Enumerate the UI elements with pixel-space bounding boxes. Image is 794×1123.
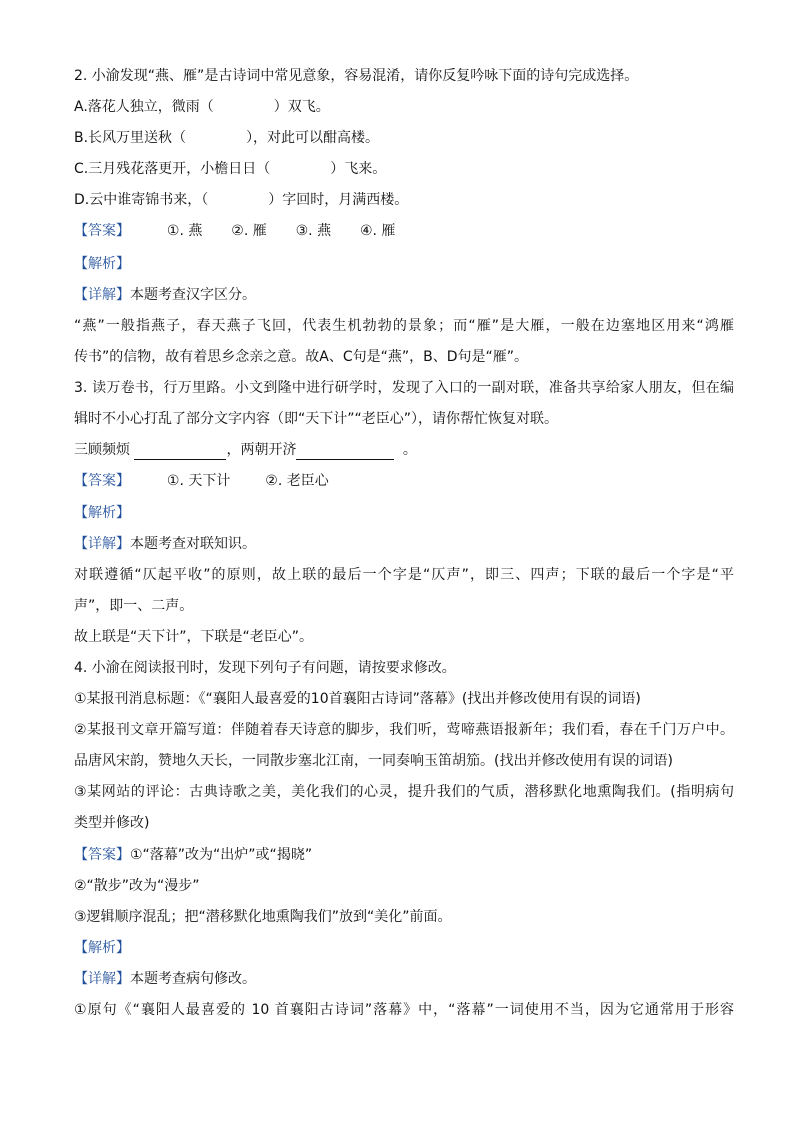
q3-detail-line xyxy=(74,534,734,554)
q3-couplet-end: 。 xyxy=(402,442,417,458)
q3-answer-tag: 【答案】 xyxy=(74,473,130,489)
q4-answer-line xyxy=(74,845,734,865)
q4-answer-2: ②“散步”改为“漫步” xyxy=(74,878,200,894)
q2-answer-line xyxy=(74,221,734,241)
q2-option-a-post: ）双飞。 xyxy=(273,99,330,115)
q2-option-d-post: ）字回时，月满西楼。 xyxy=(268,192,409,208)
q4-sentence-3b: 类型并修改) xyxy=(74,815,150,831)
q2-analysis-tag: 【解析】 xyxy=(74,256,130,272)
q3-explanation-3: 故上联是“天下计”，下联是“老臣心”。 xyxy=(74,629,314,645)
q2-option-d-pre: D.云中谁寄锦书来，（ xyxy=(74,192,209,208)
q2-answer-2: ②. 雁 xyxy=(231,223,267,239)
q3-detail-text: 本题考查对联知识。 xyxy=(130,536,256,552)
q3-answer-line xyxy=(74,471,734,491)
q3-detail-tag: 【详解】 xyxy=(74,536,130,552)
q2-detail-line xyxy=(74,285,734,305)
q2-answer-1: ①. 燕 xyxy=(166,223,203,239)
q3-explanation-1: 对联遵循“仄起平收”的原则，故上联的最后一个字是“仄声”，即三、四声；下联的最后一个字是“平 xyxy=(74,567,734,583)
q4-answer-1: ①“落幕”改为“出炉”或“揭晓” xyxy=(130,847,313,863)
q4-sentence-2b: 品唐风宋韵，赞地久天长，一同散步塞北江南，一同奏响玉笛胡笳。(找出并修改使用有误的词语) xyxy=(74,753,673,769)
q2-detail-tag: 【详解】 xyxy=(74,287,130,303)
q2-answer-3: ③. 燕 xyxy=(295,223,332,239)
q2-option-b-pre: B.长风万里送秋（ xyxy=(74,130,187,146)
q2-option-c-post: ）飞来。 xyxy=(330,161,387,177)
q4-sentence-2a: ②某报刊文章开篇写道：伴随着春天诗意的脚步，我们听，莺啼燕语报新年；我们看，春在千门万户中。 xyxy=(74,722,734,738)
q2-explanation-1: “燕”一般指燕子，春天燕子飞回，代表生机勃勃的景象；而“雁”是大雁，一般在边塞地区用来“鸿雁 xyxy=(74,318,734,334)
q2-option-a xyxy=(74,97,734,117)
q2-option-c xyxy=(74,159,734,179)
q3-blank-1 xyxy=(134,445,226,460)
q4-detail-tag: 【详解】 xyxy=(74,971,130,987)
q4-analysis-tag: 【解析】 xyxy=(74,940,130,956)
q2-option-c-pre: C.三月残花落更开，小檐日日（ xyxy=(74,161,271,177)
q2-stem: 2. 小渝发现“燕、雁”是古诗词中常见意象，容易混淆，请你反复吟咏下面的诗句完成选择。 xyxy=(74,68,639,84)
q4-answer-3: ③逻辑顺序混乱；把“潜移默化地熏陶我们”放到“美化”前面。 xyxy=(74,909,452,925)
q3-blank-2 xyxy=(296,445,394,460)
q2-answer-4: ④. 雁 xyxy=(359,223,396,239)
q2-option-b xyxy=(74,128,734,148)
q4-detail-text: 本题考查病句修改。 xyxy=(130,971,256,987)
q4-detail-line xyxy=(74,969,734,989)
q3-answer-2: ②. 老臣心 xyxy=(265,473,329,489)
q2-answer-tag: 【答案】 xyxy=(74,223,130,239)
q2-explanation-2: 传书”的信物，故有着思乡念亲之意。故A、C句是“燕”，B、D句是“雁”。 xyxy=(74,349,529,365)
q3-couplet-b: ，两朝开济 xyxy=(226,442,297,458)
q3-answer-1: ①. 天下计 xyxy=(166,473,231,489)
q3-explanation-2: 声”，即一、二声。 xyxy=(74,598,194,614)
q4-answer-tag: 【答案】 xyxy=(74,847,130,863)
q2-option-b-post: ），对此可以酣高楼。 xyxy=(246,130,380,146)
q2-option-d xyxy=(74,190,734,210)
q3-analysis-tag: 【解析】 xyxy=(74,505,130,521)
q4-explanation-1: ①原句《“襄阳人最喜爱的 10 首襄阳古诗词”落幕》中，“落幕”一词使用不当，因为它通常用于形容 xyxy=(74,1002,734,1018)
q2-detail-text: 本题考查汉字区分。 xyxy=(130,287,256,303)
q3-couplet-a: 三顾频烦 xyxy=(74,442,130,458)
q3-couplet xyxy=(74,440,734,460)
q3-stem-2: 辑时不小心打乱了部分文字内容（即“天下计”“老臣心”），请你帮忙恢复对联。 xyxy=(74,411,559,427)
q4-sentence-1: ①某报刊消息标题：《“襄阳人最喜爱的10首襄阳古诗词”落幕》(找出并修改使用有误的词语) xyxy=(74,691,641,707)
q4-sentence-3a: ③某网站的评论：古典诗歌之美，美化我们的心灵，提升我们的气质，潜移默化地熏陶我们。(指明病句 xyxy=(74,784,734,800)
q4-stem: 4. 小渝在阅读报刊时，发现下列句子有问题，请按要求修改。 xyxy=(74,660,456,676)
q2-option-a-pre: A.落花人独立，微雨（ xyxy=(74,99,214,115)
q3-stem-1: 3. 读万卷书，行万里路。小文到隆中进行研学时，发现了入口的一副对联，准备共享给家人朋友，但在编 xyxy=(74,380,734,396)
